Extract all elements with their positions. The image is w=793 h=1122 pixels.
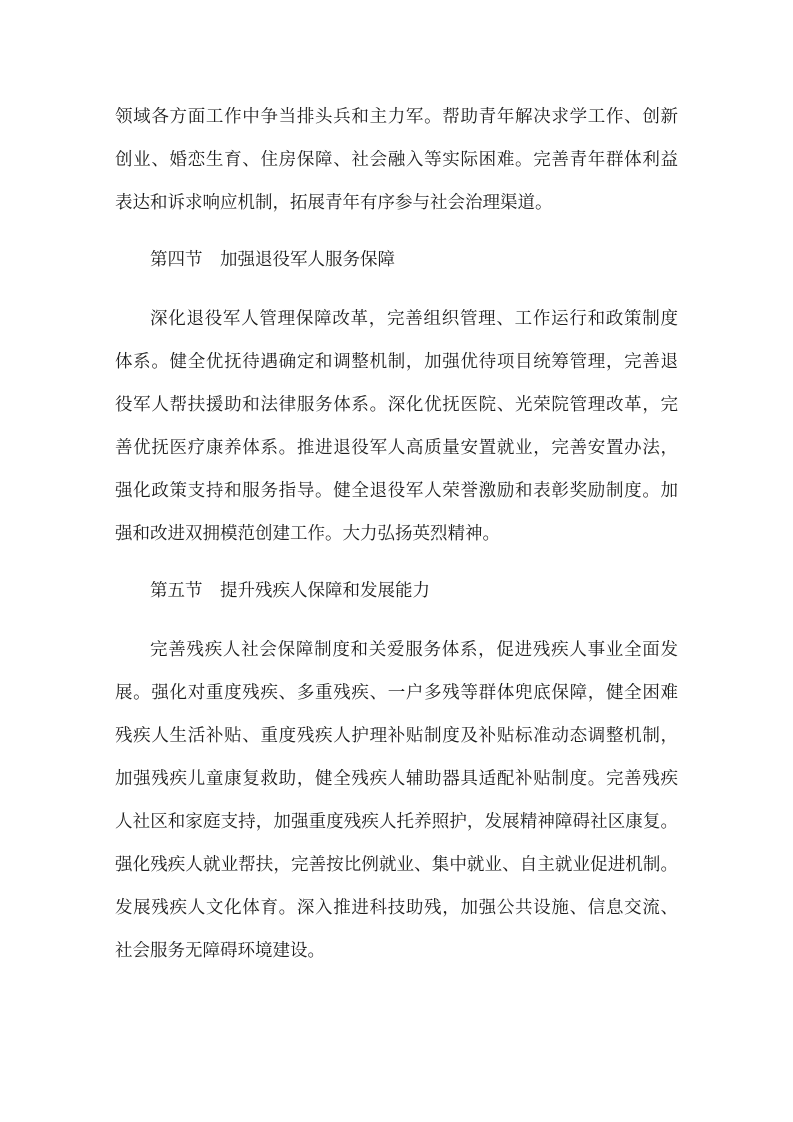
section-heading <box>115 569 678 612</box>
paragraph-line: 善优抚医疗康养体系。推进退役军人高质量安置就业，完善安置办法， <box>115 437 678 457</box>
section-heading <box>115 238 678 281</box>
paragraph-line: 创业、婚恋生育、住房保障、社会融入等实际困难。完善青年群体利益 <box>115 149 678 169</box>
paragraph-line: 强和改进双拥模范创建工作。大力弘扬英烈精神。 <box>115 523 500 543</box>
paragraph-line: 体系。健全优抚待遇确定和调整机制，加强优待项目统筹管理，完善退 <box>115 351 678 371</box>
paragraph-line: 人社区和家庭支持，加强重度残疾人托养照护，发展精神障碍社区康复。 <box>115 811 678 831</box>
paragraph-line: 强化政策支持和服务指导。健全退役军人荣誉激励和表彰奖励制度。加 <box>115 480 678 500</box>
paragraph-line: 社会服务无障碍环境建设。 <box>115 940 325 960</box>
paragraph <box>115 95 678 224</box>
paragraph-line: 残疾人生活补贴、重度残疾人护理补贴制度及补贴标准动态调整机制， <box>115 725 678 745</box>
paragraph-line: 发展残疾人文化体育。深入推进科技助残，加强公共设施、信息交流、 <box>115 897 678 917</box>
paragraph-line: 深化退役军人管理保障改革，完善组织管理、工作运行和政策制度 <box>150 308 678 328</box>
paragraph <box>115 297 678 555</box>
paragraph-line: 领域各方面工作中争当排头兵和主力军。帮助青年解决求学工作、创新 <box>115 106 678 126</box>
paragraph-line: 展。强化对重度残疾、多重残疾、一户多残等群体兜底保障，健全困难 <box>115 682 678 702</box>
paragraph <box>115 628 678 972</box>
paragraph-line: 完善残疾人社会保障制度和关爱服务体系，促进残疾人事业全面发 <box>150 639 678 659</box>
paragraph-line: 表达和诉求响应机制，拓展青年有序参与社会治理渠道。 <box>115 192 553 212</box>
paragraph-line: 役军人帮扶援助和法律服务体系。深化优抚医院、光荣院管理改革，完 <box>115 394 678 414</box>
heading-text: 第四节 加强退役军人服务保障 <box>150 249 395 269</box>
paragraph-line: 加强残疾儿童康复救助，健全残疾人辅助器具适配补贴制度。完善残疾 <box>115 768 678 788</box>
paragraph-line: 强化残疾人就业帮扶，完善按比例就业、集中就业、自主就业促进机制。 <box>115 854 678 874</box>
heading-text: 第五节 提升残疾人保障和发展能力 <box>150 580 430 600</box>
